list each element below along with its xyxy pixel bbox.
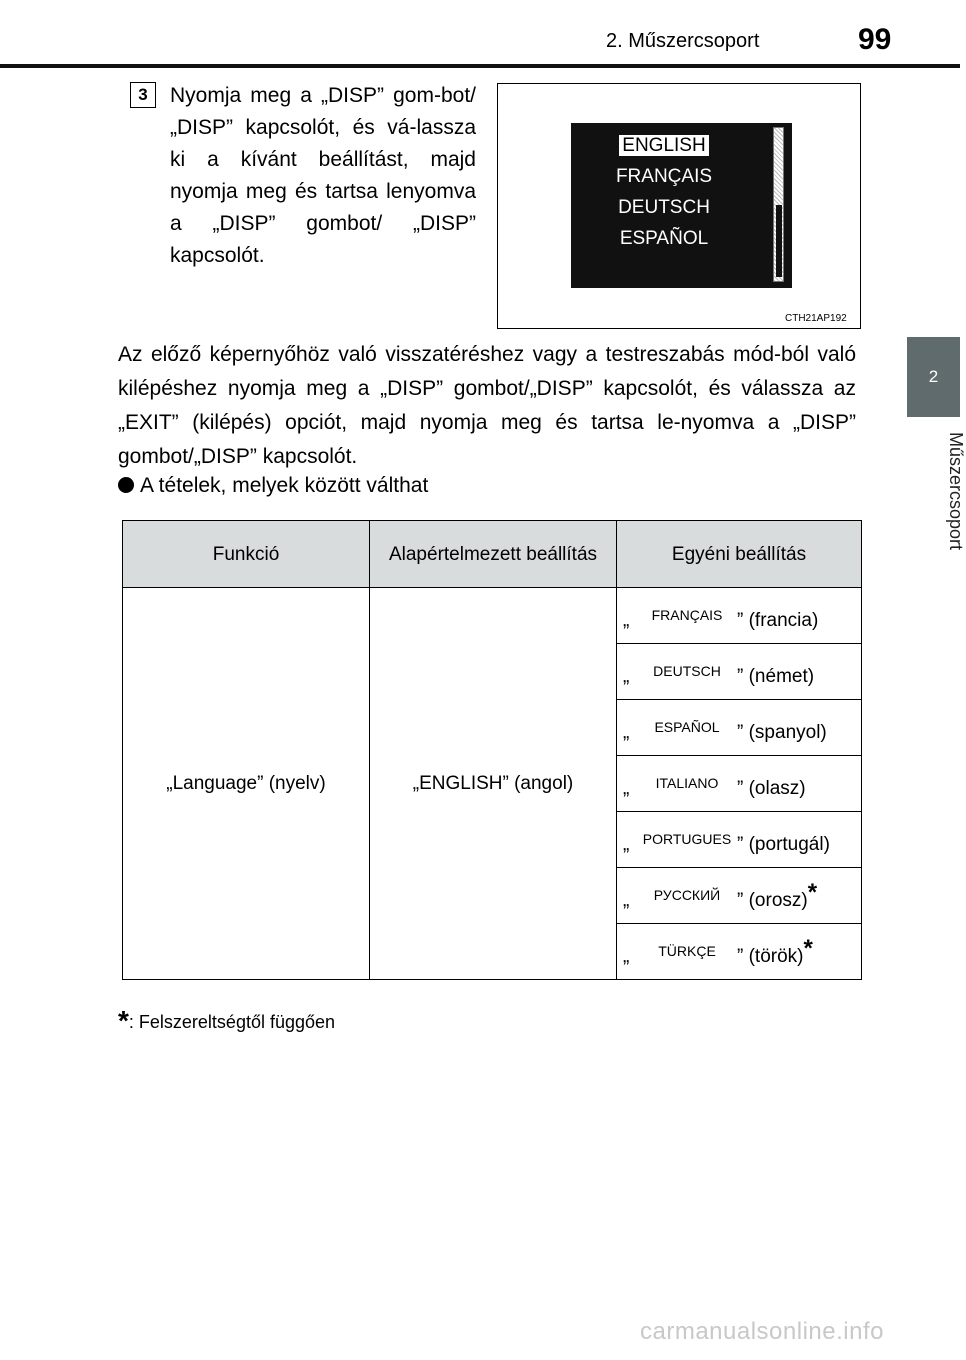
open-quote: „ [623,610,630,631]
table-header-row [123,521,862,588]
page-number: 99 [858,23,892,56]
availability-mark: * [807,879,818,906]
language-name: TÜRKÇE [658,943,716,959]
menu-item-label: ESPAÑOL [619,228,709,249]
chapter-tab-label: Műszercsoport [946,432,966,551]
table-body [123,588,862,980]
language-name: ITALIANO [655,775,719,791]
display-illustration [497,83,861,329]
bullet-heading [118,474,428,498]
scrollbar-track [773,127,784,282]
watermark: carmanualsonline.info [640,1318,884,1345]
open-quote: „ [623,834,630,855]
header-custom: Egyéni beállítás [617,521,862,588]
settings-table [122,520,862,980]
menu-item-label: FRANÇAIS [615,166,713,187]
footnote-text: : Felszereltségtől függően [128,1012,336,1032]
bullet-text: A tételek, melyek között válthat [140,474,429,497]
running-header-section: 2. Műszercsoport [606,30,760,52]
open-quote: „ [623,722,630,743]
language-name: FRANÇAIS [651,607,723,623]
step-number-box: 3 [130,82,156,108]
header-default: Alapértelmezett beállítás [370,521,617,588]
language-desc: ” (német) [737,666,815,687]
table-row [123,588,862,644]
header-rule [0,64,960,68]
display-screen [571,123,792,288]
cell-function: „Language” (nyelv) [123,588,370,980]
footnote [118,1005,335,1037]
menu-item-label: ENGLISH [619,135,708,156]
scrollbar-thumb [776,205,782,278]
open-quote: „ [623,778,630,799]
open-quote: „ [623,946,630,967]
language-name: DEUTSCH [653,663,721,679]
menu-item [571,166,757,188]
language-desc: ” (spanyol) [737,722,827,743]
menu-item [571,197,757,219]
language-desc: ” (török) [737,946,804,967]
language-name: РУССКИЙ [653,887,721,903]
cell-option [617,756,862,812]
cell-option [617,868,862,924]
step-instruction: Nyomja meg a „DISP” gom-bot/„DISP” kapcsolót, és vá-lassza ki a kívánt beállítást, majd nyomja meg és tartsa lenyomva a „DISP” gombot/ „DISP” kapcsolót. [170,84,476,267]
cell-option [617,924,862,980]
open-quote: „ [623,666,630,687]
cell-option [617,644,862,700]
language-desc: ” (orosz) [737,890,808,911]
language-desc: ” (olasz) [737,778,806,799]
figure-code: CTH21AP192 [785,313,847,324]
cell-option [617,812,862,868]
menu-item [571,228,757,250]
chapter-tab-number: 2 [907,337,960,417]
language-desc: ” (francia) [737,610,819,631]
cell-option [617,588,862,644]
language-name: PORTUGUES [642,831,732,847]
language-desc: ” (portugál) [737,834,830,855]
header-function: Funkció [123,521,370,588]
bullet-dot-icon [118,477,134,493]
language-name: ESPAÑOL [654,719,720,735]
menu-item-label: DEUTSCH [618,197,710,218]
cell-default: „ENGLISH” (angol) [370,588,617,980]
footnote-mark: * [118,1005,129,1036]
body-paragraph: Az előző képernyőhöz való visszatéréshez vagy a testreszabás mód-ból való kilépéshez nyomja meg a „DISP” gombot/„DISP” kapcsolót, és válassza az „EXIT” (kilépés) opciót, majd nyomja meg és tartsa le-nyomva a „DISP” gombot/„DISP” kapcsolót. [118,343,856,468]
availability-mark: * [803,935,813,962]
menu-item [571,135,757,157]
cell-option [617,700,862,756]
open-quote: „ [623,890,630,911]
